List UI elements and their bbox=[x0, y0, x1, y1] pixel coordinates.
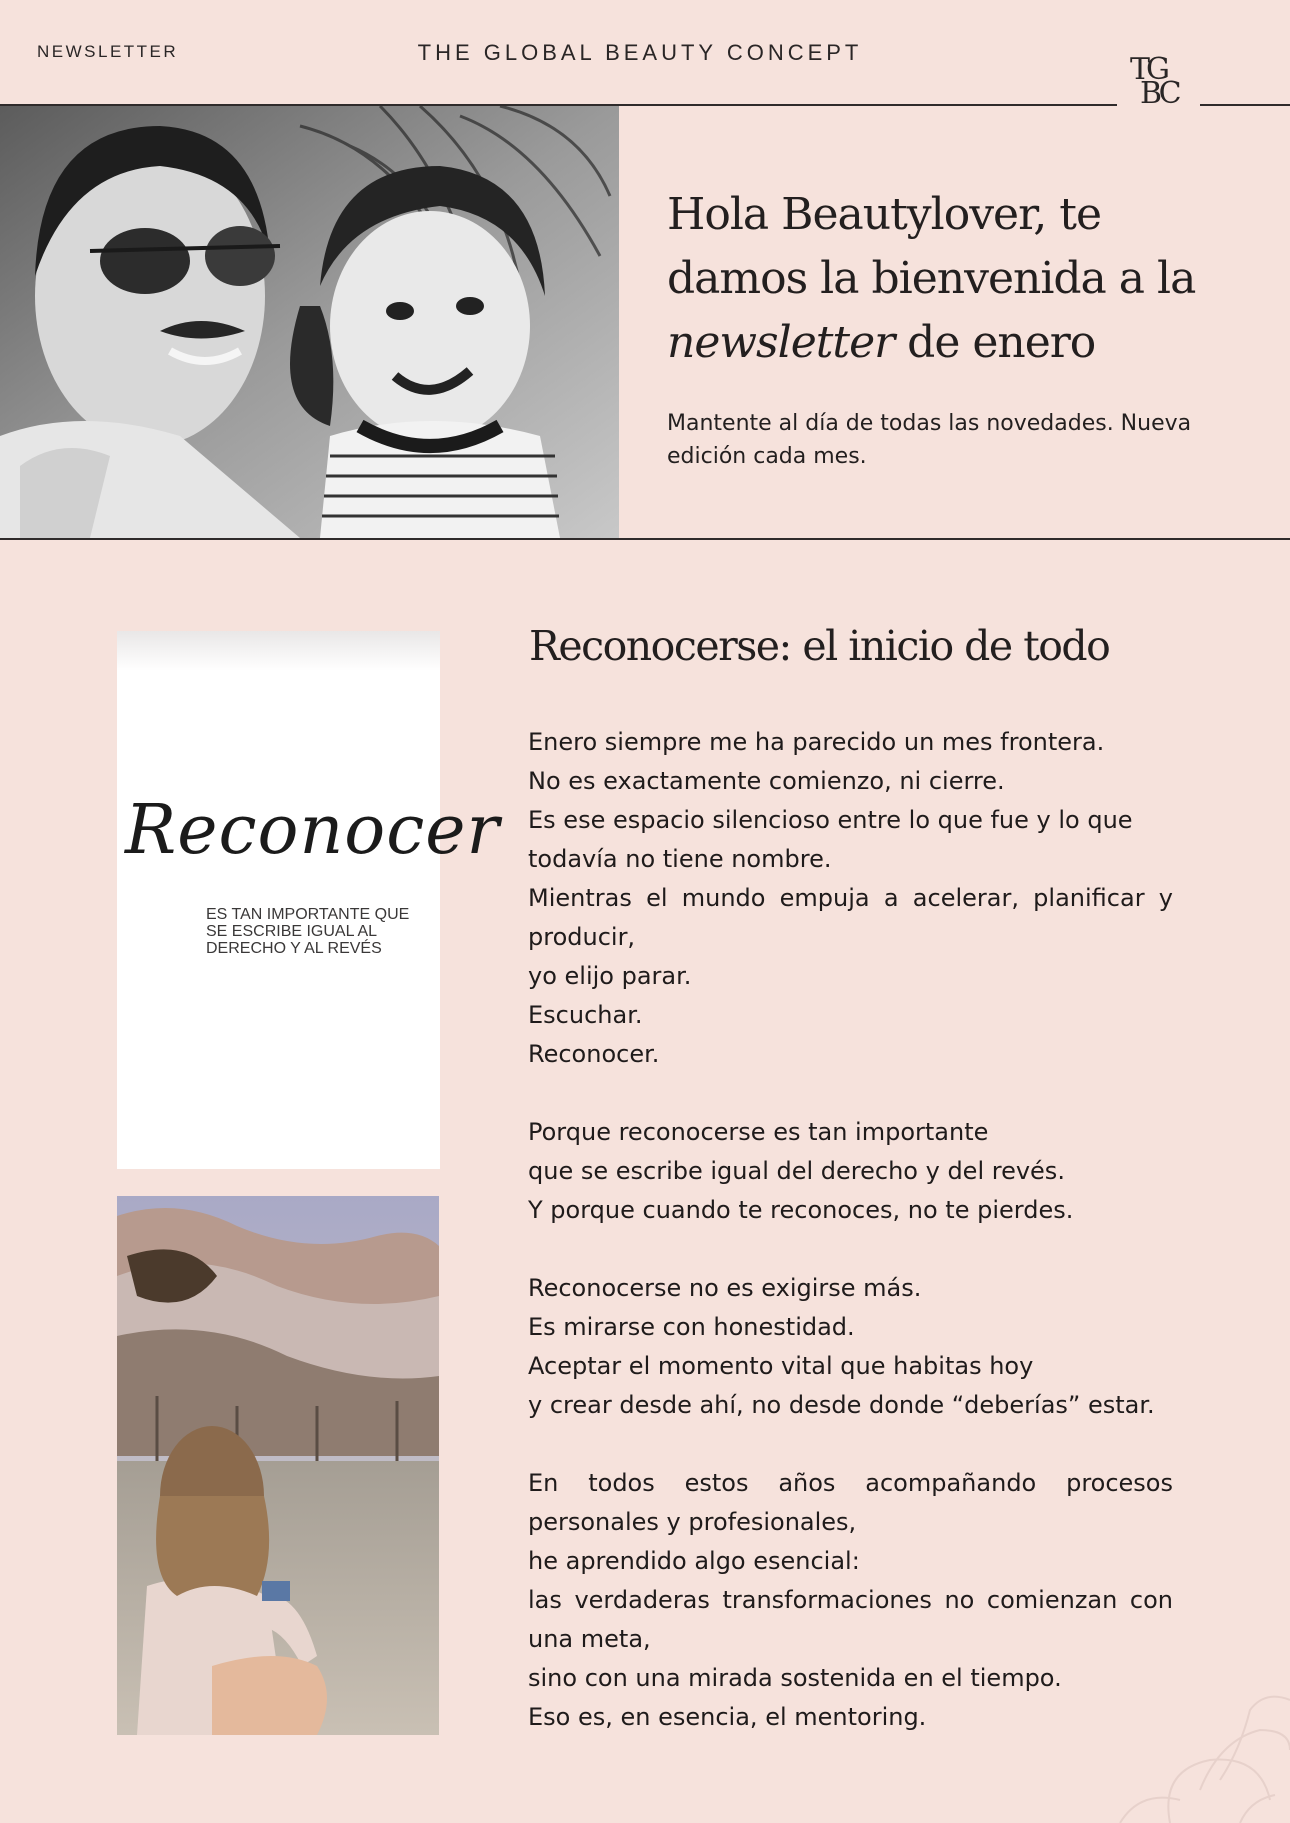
article-line: las verdaderas transformaciones no comienzan con bbox=[528, 1586, 1173, 1614]
monogram-top: TG bbox=[1130, 52, 1166, 87]
article-line: personales y profesionales, bbox=[528, 1508, 857, 1536]
article-line: que se escribe igual del derecho y del revés. bbox=[528, 1157, 1065, 1185]
hero-photo-father-daughter bbox=[0, 106, 619, 538]
card-subtitle-line: SE ESCRIBE IGUAL AL bbox=[206, 923, 378, 940]
article-line: todavía no tiene nombre. bbox=[528, 845, 832, 873]
article-line: Aceptar el momento vital que habitas hoy bbox=[528, 1352, 1034, 1380]
article-line: Y porque cuando te reconoces, no te pierdes. bbox=[528, 1196, 1074, 1224]
brand-title: THE GLOBAL BEAUTY CONCEPT bbox=[417, 40, 863, 65]
article-line: Reconocer. bbox=[528, 1040, 660, 1068]
article-line: Enero siempre me ha parecido un mes frontera. bbox=[528, 728, 1105, 756]
hero-title-part2: de enero bbox=[894, 317, 1096, 368]
article-line: Escuchar. bbox=[528, 1001, 643, 1029]
article-line: No es exactamente comienzo, ni cierre. bbox=[528, 767, 1005, 795]
hero-title bbox=[667, 183, 1247, 375]
hero-subtitle: Mantente al día de todas las novedades. Nueva edición cada mes. bbox=[667, 411, 1192, 469]
card-subtitle bbox=[206, 906, 436, 957]
card-subtitle-line: DERECHO Y AL REVÉS bbox=[206, 940, 382, 957]
card-word: Reconocer bbox=[125, 791, 501, 870]
article-body bbox=[528, 723, 1173, 1737]
photo-woman-leading-hand bbox=[117, 1196, 439, 1735]
flower-outline-decoration bbox=[1100, 1690, 1290, 1823]
article-line: Mientras el mundo empuja a acelerar, planificar y bbox=[528, 884, 1173, 912]
paragraph-gap bbox=[528, 1230, 1173, 1269]
article-line: Eso es, en esencia, el mentoring. bbox=[528, 1703, 927, 1731]
newsletter-label: NEWSLETTER bbox=[37, 42, 179, 61]
hero-divider bbox=[0, 538, 1290, 540]
article-line: una meta, bbox=[528, 1625, 651, 1653]
article-title: Reconocerse: el inicio de todo bbox=[529, 622, 1110, 670]
paragraph-gap bbox=[528, 1425, 1173, 1464]
article-line: Es ese espacio silencioso entre lo que fue y lo que bbox=[528, 806, 1133, 834]
header-divider-right bbox=[1200, 104, 1290, 106]
article-line: Es mirarse con honestidad. bbox=[528, 1313, 855, 1341]
article-line: y crear desde ahí, no desde donde “deberías” estar. bbox=[528, 1391, 1155, 1419]
article-line: Porque reconocerse es tan importante bbox=[528, 1118, 989, 1146]
brand-monogram-logo bbox=[1128, 52, 1192, 114]
hero-title-part1: Hola Beautylover, te damos la bienvenida a la bbox=[667, 189, 1196, 304]
monogram-bottom: BC bbox=[1140, 76, 1178, 111]
article-line: En todos estos años acompañando procesos bbox=[528, 1469, 1173, 1497]
paragraph-gap bbox=[528, 1074, 1173, 1113]
article-line: producir, bbox=[528, 923, 636, 951]
hero-title-italic: newsletter bbox=[667, 317, 895, 368]
article-line: yo elijo parar. bbox=[528, 962, 692, 990]
article-line: Reconocerse no es exigirse más. bbox=[528, 1274, 922, 1302]
card-subtitle-line: ES TAN IMPORTANTE QUE bbox=[206, 906, 410, 923]
article-line: sino con una mirada sostenida en el tiempo. bbox=[528, 1664, 1062, 1692]
article-line: he aprendido algo esencial: bbox=[528, 1547, 860, 1575]
reconocer-quote-card bbox=[117, 631, 501, 1169]
